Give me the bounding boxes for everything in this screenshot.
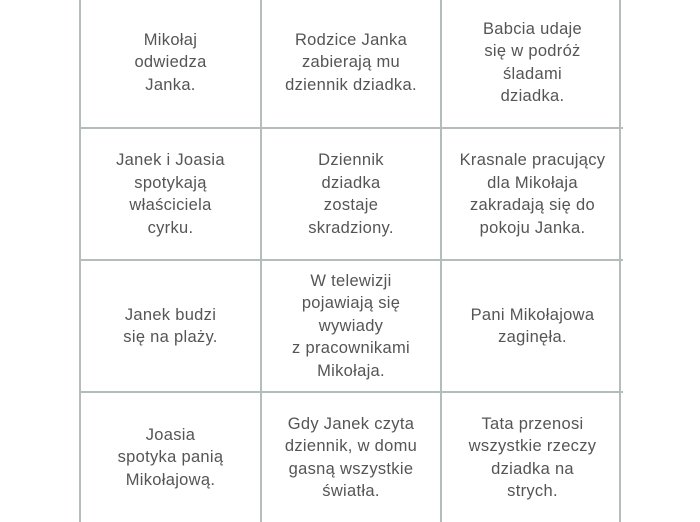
card-cell: Mikołaj odwiedza Janka. xyxy=(81,0,262,129)
card-cell: Dziennik dziadka zostaje skradziony. xyxy=(262,129,442,261)
card-cell: Rodzice Janka zabierają mu dziennik dziadka. xyxy=(262,0,442,129)
card-cell: W telewizji pojawiają się wywiady z pracownikami Mikołaja. xyxy=(262,261,442,393)
card-cell: Joasia spotyka panią Mikołajową. xyxy=(81,393,262,522)
card-cell: Janek i Joasia spotykają właściciela cyrku. xyxy=(81,129,262,261)
card-cell: Gdy Janek czyta dziennik, w domu gasną wszystkie światła. xyxy=(262,393,442,522)
card-grid xyxy=(79,0,621,522)
card-cell: Pani Mikołajowa zaginęła. xyxy=(442,261,623,393)
card-cell: Tata przenosi wszystkie rzeczy dziadka na strych. xyxy=(468,414,597,500)
card-cell: Janek budzi się na plaży. xyxy=(81,261,262,393)
card-cell: Krasnale pracujący dla Mikołaja zakradają się do pokoju Janka. xyxy=(442,129,623,261)
card-cell: Babcia udaje się w podróż śladami dziadka. xyxy=(442,0,623,129)
